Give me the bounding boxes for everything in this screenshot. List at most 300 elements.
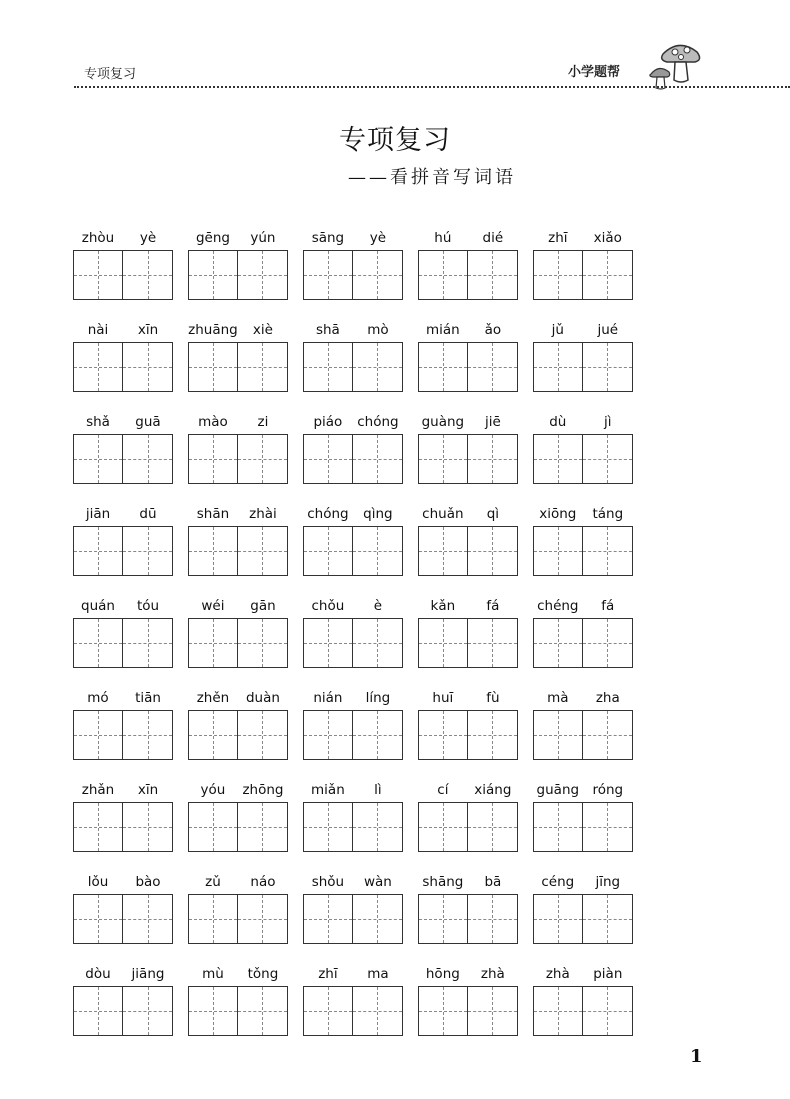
writing-boxes (73, 342, 173, 392)
writing-boxes (418, 250, 518, 300)
writing-box[interactable] (533, 618, 583, 668)
pinyin-syllable: zi (257, 414, 269, 430)
writing-box[interactable] (583, 986, 633, 1036)
pinyin-syllable: guāng (536, 782, 580, 798)
writing-boxes (303, 802, 403, 852)
writing-box[interactable] (418, 894, 468, 944)
writing-box[interactable] (303, 894, 353, 944)
writing-box[interactable] (73, 802, 123, 852)
pinyin-syllable: jiān (85, 506, 111, 522)
writing-box[interactable] (188, 618, 238, 668)
writing-box[interactable] (468, 618, 518, 668)
pinyin-syllable: jīng (595, 874, 621, 890)
pinyin-syllable: xiè (252, 322, 273, 338)
writing-box[interactable] (533, 434, 583, 484)
pinyin-syllable: dù (549, 414, 567, 430)
pinyin-syllable: tóu (136, 598, 160, 614)
pinyin-syllable: gēng (195, 230, 230, 246)
writing-boxes (418, 894, 518, 944)
pinyin-label (73, 226, 173, 250)
writing-boxes (418, 434, 518, 484)
writing-box[interactable] (188, 250, 238, 300)
pinyin-label (533, 870, 633, 894)
writing-boxes (188, 986, 288, 1036)
pinyin-syllable: dié (482, 230, 504, 246)
writing-box[interactable] (353, 986, 403, 1036)
writing-box[interactable] (238, 986, 288, 1036)
writing-box[interactable] (303, 710, 353, 760)
pinyin-syllable: jǔ (551, 322, 564, 338)
pinyin-label (533, 686, 633, 710)
writing-box[interactable] (123, 342, 173, 392)
writing-box[interactable] (73, 526, 123, 576)
writing-box[interactable] (123, 250, 173, 300)
writing-box[interactable] (188, 342, 238, 392)
pinyin-label (73, 502, 173, 526)
writing-box[interactable] (188, 802, 238, 852)
writing-boxes (418, 986, 518, 1036)
writing-box[interactable] (418, 710, 468, 760)
exercise-row (73, 962, 633, 1054)
writing-box[interactable] (123, 894, 173, 944)
pinyin-label (533, 410, 633, 434)
pinyin-syllable: zhī (548, 230, 568, 246)
writing-boxes (418, 802, 518, 852)
writing-box[interactable] (583, 526, 633, 576)
writing-box[interactable] (468, 986, 518, 1036)
writing-box[interactable] (303, 342, 353, 392)
pinyin-syllable: wéi (201, 598, 225, 614)
mushroom-icon (645, 40, 707, 92)
pinyin-syllable: sāng (311, 230, 345, 246)
pinyin-syllable: xiǎo (593, 230, 622, 246)
pinyin-syllable: guàng (421, 414, 465, 430)
writing-box[interactable] (123, 618, 173, 668)
writing-box[interactable] (303, 526, 353, 576)
header-brand-label: 小学题帮 (568, 65, 621, 80)
word-item (188, 318, 288, 410)
word-item (73, 686, 173, 778)
writing-box[interactable] (123, 526, 173, 576)
word-item (303, 502, 403, 594)
exercise-row (73, 226, 633, 318)
pinyin-label (188, 778, 288, 802)
pinyin-syllable: mó (87, 690, 109, 706)
pinyin-syllable: cí (437, 782, 449, 798)
pinyin-label (533, 594, 633, 618)
pinyin-label (303, 226, 403, 250)
writing-box[interactable] (303, 618, 353, 668)
pinyin-syllable: lì (374, 782, 382, 798)
writing-box[interactable] (303, 986, 353, 1036)
writing-box[interactable] (583, 342, 633, 392)
word-item (533, 410, 633, 502)
word-item (73, 594, 173, 686)
writing-boxes (303, 250, 403, 300)
pinyin-label (188, 962, 288, 986)
writing-boxes (188, 618, 288, 668)
pinyin-label (73, 410, 173, 434)
writing-box[interactable] (353, 526, 403, 576)
writing-box[interactable] (468, 710, 518, 760)
writing-box[interactable] (468, 434, 518, 484)
word-item (418, 502, 518, 594)
pinyin-syllable: jiē (484, 414, 501, 430)
writing-box[interactable] (73, 250, 123, 300)
pinyin-syllable: fù (486, 690, 500, 706)
pinyin-syllable: mò (367, 322, 389, 338)
pinyin-label (533, 962, 633, 986)
pinyin-syllable: ǎo (484, 322, 502, 338)
word-item (533, 686, 633, 778)
writing-box[interactable] (418, 618, 468, 668)
writing-boxes (418, 342, 518, 392)
word-item (73, 870, 173, 962)
writing-box[interactable] (303, 802, 353, 852)
pinyin-syllable: mián (425, 322, 460, 338)
word-item (188, 502, 288, 594)
writing-boxes (533, 618, 633, 668)
writing-boxes (73, 894, 173, 944)
word-item (188, 226, 288, 318)
word-item (188, 870, 288, 962)
pinyin-syllable: tiān (135, 690, 161, 706)
pinyin-syllable: róng (592, 782, 624, 798)
pinyin-syllable: mào (198, 414, 228, 430)
exercise-grid (73, 226, 633, 1054)
word-item (533, 226, 633, 318)
page-title: 专项复习 (339, 125, 451, 156)
writing-boxes (73, 802, 173, 852)
writing-box[interactable] (238, 342, 288, 392)
pinyin-syllable: fá (486, 598, 500, 614)
pinyin-label (303, 502, 403, 526)
pinyin-syllable: zhěn (196, 690, 230, 706)
pinyin-syllable: náo (250, 874, 276, 890)
pinyin-label (418, 686, 518, 710)
writing-box[interactable] (468, 894, 518, 944)
writing-box[interactable] (353, 802, 403, 852)
pinyin-label (303, 778, 403, 802)
pinyin-label (188, 226, 288, 250)
pinyin-label (303, 594, 403, 618)
writing-box[interactable] (123, 802, 173, 852)
writing-box[interactable] (418, 526, 468, 576)
writing-box[interactable] (238, 434, 288, 484)
writing-box[interactable] (533, 526, 583, 576)
writing-box[interactable] (353, 250, 403, 300)
pinyin-syllable: miǎn (311, 782, 345, 798)
word-item (303, 318, 403, 410)
writing-box[interactable] (73, 710, 123, 760)
writing-box[interactable] (353, 710, 403, 760)
pinyin-syllable: quán (81, 598, 115, 614)
pinyin-syllable: ma (367, 966, 389, 982)
writing-box[interactable] (188, 710, 238, 760)
pinyin-syllable: lǒu (87, 874, 109, 890)
word-item (73, 318, 173, 410)
writing-box[interactable] (303, 250, 353, 300)
pinyin-syllable: líng (365, 690, 391, 706)
writing-boxes (303, 618, 403, 668)
pinyin-label (418, 226, 518, 250)
exercise-row (73, 778, 633, 870)
pinyin-syllable: bào (135, 874, 161, 890)
writing-box[interactable] (353, 434, 403, 484)
writing-boxes (303, 342, 403, 392)
writing-box[interactable] (188, 894, 238, 944)
pinyin-syllable: nài (87, 322, 109, 338)
writing-box[interactable] (468, 250, 518, 300)
pinyin-syllable: dū (139, 506, 157, 522)
pinyin-syllable: huī (432, 690, 454, 706)
word-item (533, 594, 633, 686)
word-item (73, 226, 173, 318)
pinyin-label (303, 410, 403, 434)
writing-boxes (73, 434, 173, 484)
word-item (418, 962, 518, 1054)
pinyin-label (188, 502, 288, 526)
pinyin-syllable: céng (541, 874, 575, 890)
writing-boxes (188, 894, 288, 944)
word-item (533, 870, 633, 962)
writing-boxes (533, 250, 633, 300)
pinyin-syllable: xiōng (539, 506, 577, 522)
writing-box[interactable] (533, 710, 583, 760)
writing-box[interactable] (73, 342, 123, 392)
word-item (418, 778, 518, 870)
writing-box[interactable] (583, 434, 633, 484)
header-section-label: 专项复习 (84, 67, 137, 82)
word-item (303, 778, 403, 870)
pinyin-label (418, 502, 518, 526)
word-item (418, 318, 518, 410)
writing-boxes (73, 986, 173, 1036)
writing-boxes (533, 434, 633, 484)
exercise-row (73, 318, 633, 410)
writing-box[interactable] (353, 894, 403, 944)
writing-box[interactable] (468, 526, 518, 576)
pinyin-label (73, 594, 173, 618)
writing-box[interactable] (418, 342, 468, 392)
pinyin-syllable: táng (592, 506, 624, 522)
exercise-row (73, 686, 633, 778)
writing-boxes (533, 894, 633, 944)
writing-boxes (73, 250, 173, 300)
pinyin-label (418, 410, 518, 434)
pinyin-syllable: mà (547, 690, 569, 706)
pinyin-syllable: bā (484, 874, 502, 890)
writing-box[interactable] (238, 894, 288, 944)
pinyin-syllable: shǎ (86, 414, 110, 430)
pinyin-syllable: piàn (593, 966, 623, 982)
pinyin-syllable: piáo (313, 414, 343, 430)
writing-box[interactable] (418, 986, 468, 1036)
pinyin-syllable: hōng (425, 966, 460, 982)
writing-boxes (188, 802, 288, 852)
pinyin-label (73, 686, 173, 710)
pinyin-syllable: chóng (357, 414, 399, 430)
writing-box[interactable] (303, 434, 353, 484)
pinyin-label (303, 962, 403, 986)
writing-boxes (303, 986, 403, 1036)
pinyin-syllable: yè (139, 230, 157, 246)
word-item (418, 594, 518, 686)
writing-box[interactable] (123, 434, 173, 484)
writing-box[interactable] (188, 526, 238, 576)
pinyin-syllable: guā (135, 414, 161, 430)
pinyin-label (533, 502, 633, 526)
writing-boxes (188, 342, 288, 392)
pinyin-label (303, 318, 403, 342)
pinyin-syllable: wàn (363, 874, 392, 890)
pinyin-syllable: zhuāng (188, 322, 238, 338)
writing-box[interactable] (533, 894, 583, 944)
pinyin-syllable: shāng (422, 874, 464, 890)
page-number: 1 (690, 1046, 703, 1067)
pinyin-syllable: shān (196, 506, 230, 522)
pinyin-label (533, 226, 633, 250)
writing-box[interactable] (583, 250, 633, 300)
exercise-row (73, 870, 633, 962)
pinyin-label (418, 870, 518, 894)
pinyin-label (73, 870, 173, 894)
writing-box[interactable] (583, 618, 633, 668)
word-item (188, 778, 288, 870)
writing-box[interactable] (238, 618, 288, 668)
pinyin-syllable: hú (434, 230, 452, 246)
writing-box[interactable] (73, 986, 123, 1036)
word-item (303, 410, 403, 502)
pinyin-syllable: chuǎn (422, 506, 464, 522)
writing-box[interactable] (73, 434, 123, 484)
pinyin-syllable: qì (486, 506, 500, 522)
writing-box[interactable] (583, 802, 633, 852)
writing-box[interactable] (583, 894, 633, 944)
pinyin-syllable: jì (604, 414, 612, 430)
pinyin-syllable: shā (315, 322, 340, 338)
word-item (303, 962, 403, 1054)
word-item (533, 502, 633, 594)
pinyin-label (533, 778, 633, 802)
pinyin-syllable: qìng (363, 506, 393, 522)
word-item (533, 318, 633, 410)
pinyin-syllable: zhī (318, 966, 338, 982)
pinyin-syllable: fá (601, 598, 615, 614)
writing-box[interactable] (533, 802, 583, 852)
word-item (533, 962, 633, 1054)
pinyin-syllable: tǒng (247, 966, 279, 982)
writing-boxes (303, 434, 403, 484)
word-item (303, 870, 403, 962)
pinyin-syllable: shǒu (311, 874, 345, 890)
writing-boxes (188, 434, 288, 484)
writing-boxes (418, 618, 518, 668)
writing-box[interactable] (353, 342, 403, 392)
pinyin-label (188, 410, 288, 434)
pinyin-syllable: dòu (85, 966, 111, 982)
pinyin-label (188, 318, 288, 342)
writing-box[interactable] (238, 710, 288, 760)
word-item (188, 410, 288, 502)
writing-box[interactable] (188, 434, 238, 484)
pinyin-syllable: kǎn (430, 598, 456, 614)
pinyin-syllable: chéng (537, 598, 579, 614)
pinyin-label (73, 962, 173, 986)
writing-boxes (418, 526, 518, 576)
pinyin-label (73, 318, 173, 342)
writing-box[interactable] (238, 526, 288, 576)
word-item (188, 686, 288, 778)
writing-box[interactable] (533, 250, 583, 300)
word-item (303, 226, 403, 318)
writing-box[interactable] (418, 250, 468, 300)
word-item (73, 502, 173, 594)
pinyin-syllable: è (373, 598, 383, 614)
word-item (418, 686, 518, 778)
writing-box[interactable] (468, 802, 518, 852)
writing-box[interactable] (73, 894, 123, 944)
word-item (73, 962, 173, 1054)
pinyin-syllable: gān (250, 598, 276, 614)
writing-box[interactable] (418, 434, 468, 484)
writing-box[interactable] (353, 618, 403, 668)
writing-boxes (303, 526, 403, 576)
writing-box[interactable] (238, 802, 288, 852)
word-item (303, 594, 403, 686)
pinyin-syllable: zhà (545, 966, 570, 982)
pinyin-label (533, 318, 633, 342)
pinyin-label (188, 594, 288, 618)
exercise-row (73, 502, 633, 594)
writing-box[interactable] (533, 342, 583, 392)
writing-box[interactable] (418, 802, 468, 852)
exercise-row (73, 594, 633, 686)
writing-box[interactable] (123, 710, 173, 760)
header-divider (74, 86, 790, 88)
pinyin-label (418, 594, 518, 618)
writing-box[interactable] (123, 986, 173, 1036)
writing-box[interactable] (188, 986, 238, 1036)
page-subtitle: ——看拼音写词语 (348, 167, 516, 188)
writing-box[interactable] (583, 710, 633, 760)
word-item (418, 410, 518, 502)
writing-box[interactable] (238, 250, 288, 300)
pinyin-syllable: yóu (200, 782, 226, 798)
pinyin-syllable: zǔ (205, 874, 221, 890)
pinyin-label (418, 318, 518, 342)
writing-box[interactable] (73, 618, 123, 668)
writing-box[interactable] (468, 342, 518, 392)
writing-boxes (533, 986, 633, 1036)
pinyin-syllable: xiáng (474, 782, 512, 798)
writing-box[interactable] (533, 986, 583, 1036)
pinyin-label (418, 778, 518, 802)
pinyin-label (303, 870, 403, 894)
pinyin-syllable: zhòu (81, 230, 115, 246)
pinyin-syllable: duàn (245, 690, 280, 706)
pinyin-syllable: zhǎn (81, 782, 115, 798)
pinyin-syllable: jué (597, 322, 619, 338)
pinyin-syllable: xīn (137, 782, 159, 798)
pinyin-syllable: zhōng (242, 782, 284, 798)
pinyin-label (188, 870, 288, 894)
word-item (188, 962, 288, 1054)
pinyin-syllable: zhài (249, 506, 277, 522)
writing-boxes (73, 526, 173, 576)
word-item (418, 226, 518, 318)
writing-boxes (303, 894, 403, 944)
